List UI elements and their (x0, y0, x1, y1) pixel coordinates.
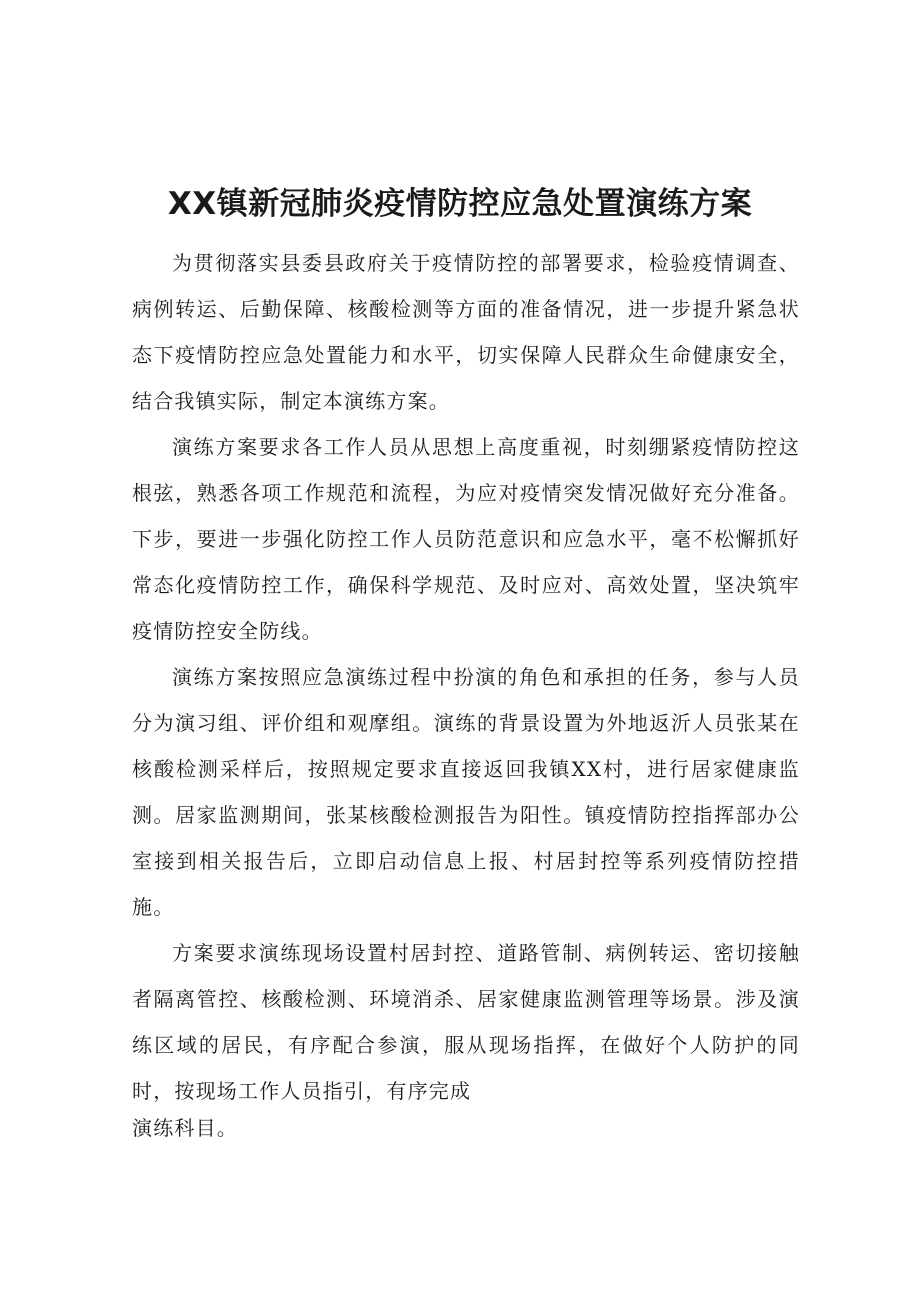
paragraph-1: 为贯彻落实县委县政府关于疫情防控的部署要求，检验疫情调查、病例转运、后勤保障、核酸检测等方面的准备情况，进一步提升紧急状态下疫情防控应急处置能力和水平，切实保障人民群众生命健康安全，结合我镇实际，制定本演练方案。 (132, 251, 800, 413)
document-title: XX镇新冠肺炎疫情防控应急处置演练方案 (167, 186, 753, 222)
document-body (132, 240, 800, 1142)
paragraph-4-tail: 演练科目。 (132, 1116, 238, 1140)
paragraph-4: 方案要求演练现场设置村居封控、道路管制、病例转运、密切接触者隔离管控、核酸检测、环境消杀、居家健康监测管理等场景。涉及演练区域的居民，有序配合参演，服从现场指挥，在做好个人防护的同时，按现场工作人员指引，有序完成 (132, 941, 800, 1103)
paragraph-2: 演练方案要求各工作人员从思想上高度重视，时刻绷紧疫情防控这根弦，熟悉各项工作规范和流程，为应对疫情突发情况做好充分准备。下步，要进一步强化防控工作人员防范意识和应急水平，毫不松懈抓好常态化疫情防控工作，确保科学规范、及时应对、高效处置，坚决筑牢疫情防控安全防线。 (132, 435, 800, 643)
paragraph-3: 演练方案按照应急演练过程中扮演的角色和承担的任务，参与人员分为演习组、评价组和观摩组。演练的背景设置为外地返沂人员张某在核酸检测采样后，按照规定要求直接返回我镇XX村，进行居家健康监测。居家监测期间，张某核酸检测报告为阳性。镇疫情防控指挥部办公室接到相关报告后，立即启动信息上报、村居封控等系列疫情防控措施。 (132, 665, 800, 919)
